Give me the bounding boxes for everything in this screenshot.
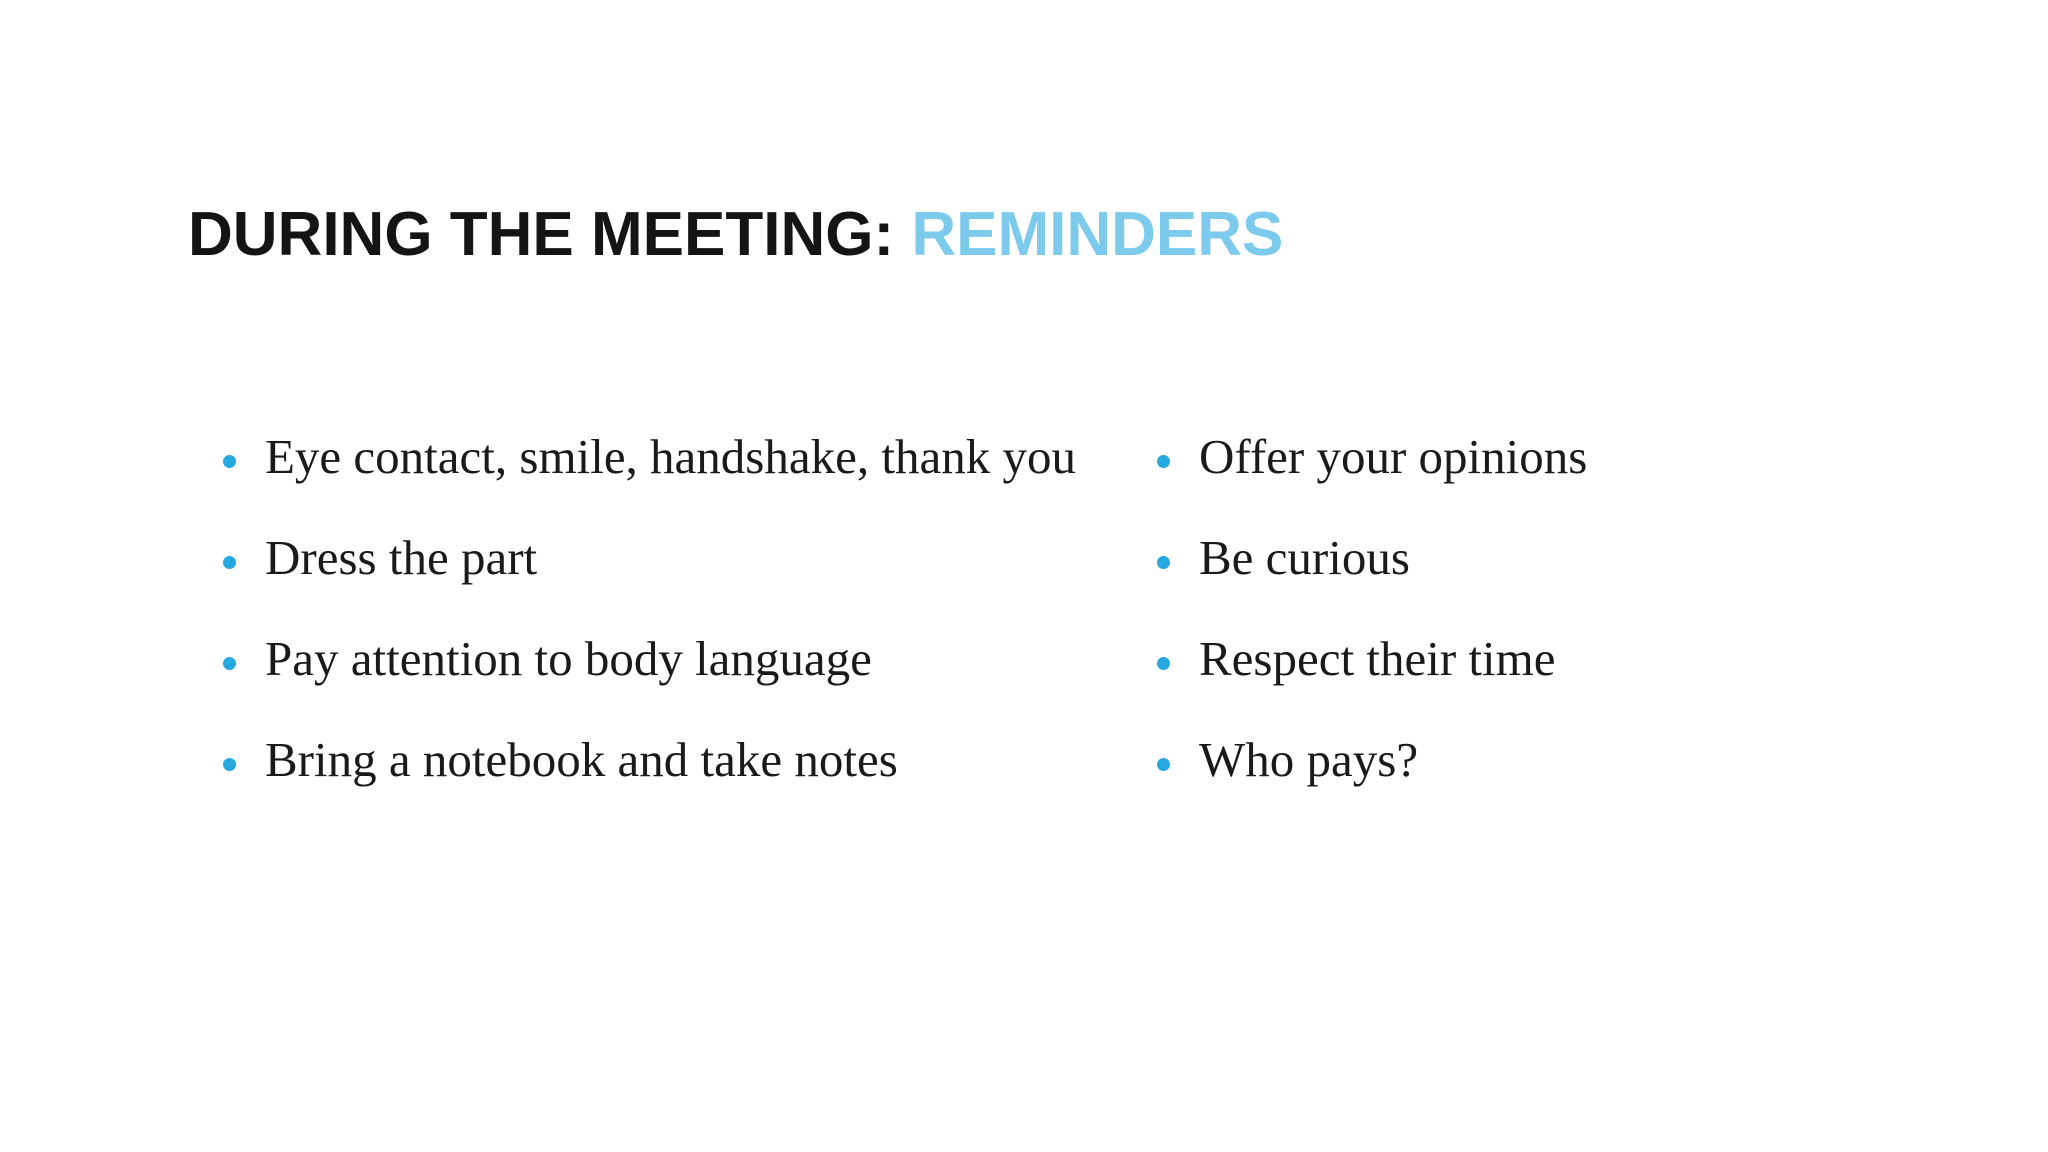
bullet-text: Eye contact, smile, handshake, thank you xyxy=(265,429,1076,484)
bullet-dot-icon xyxy=(1157,556,1170,569)
bullet-text: Who pays? xyxy=(1199,732,1419,787)
slide-title xyxy=(188,196,1283,274)
bullet-item xyxy=(1156,428,1916,486)
left-bullet-list xyxy=(222,428,1082,789)
right-bullet-list xyxy=(1156,428,1916,789)
bullet-item xyxy=(222,731,1082,789)
bullet-dot-icon xyxy=(223,657,236,670)
bullet-text: Pay attention to body language xyxy=(265,631,872,686)
bullet-item xyxy=(222,428,1082,486)
bullet-dot-icon xyxy=(1157,657,1170,670)
bullet-dot-icon xyxy=(223,758,236,771)
bullet-text: Dress the part xyxy=(265,530,538,585)
bullet-item xyxy=(222,529,1082,587)
bullet-text: Offer your opinions xyxy=(1199,429,1588,484)
bullet-dot-icon xyxy=(223,455,236,468)
slide-title-accent: REMINDERS xyxy=(911,200,1284,269)
slide-title-main: DURING THE MEETING: xyxy=(188,200,912,269)
bullet-dot-icon xyxy=(1157,758,1170,771)
bullet-dot-icon xyxy=(223,556,236,569)
bullet-dot-icon xyxy=(1157,455,1170,468)
bullet-text: Respect their time xyxy=(1199,631,1556,686)
bullet-text: Be curious xyxy=(1199,530,1410,585)
bullet-item xyxy=(222,630,1082,688)
bullet-text: Bring a notebook and take notes xyxy=(265,732,898,787)
bullet-item xyxy=(1156,630,1916,688)
bullet-item xyxy=(1156,529,1916,587)
bullet-item xyxy=(1156,731,1916,789)
